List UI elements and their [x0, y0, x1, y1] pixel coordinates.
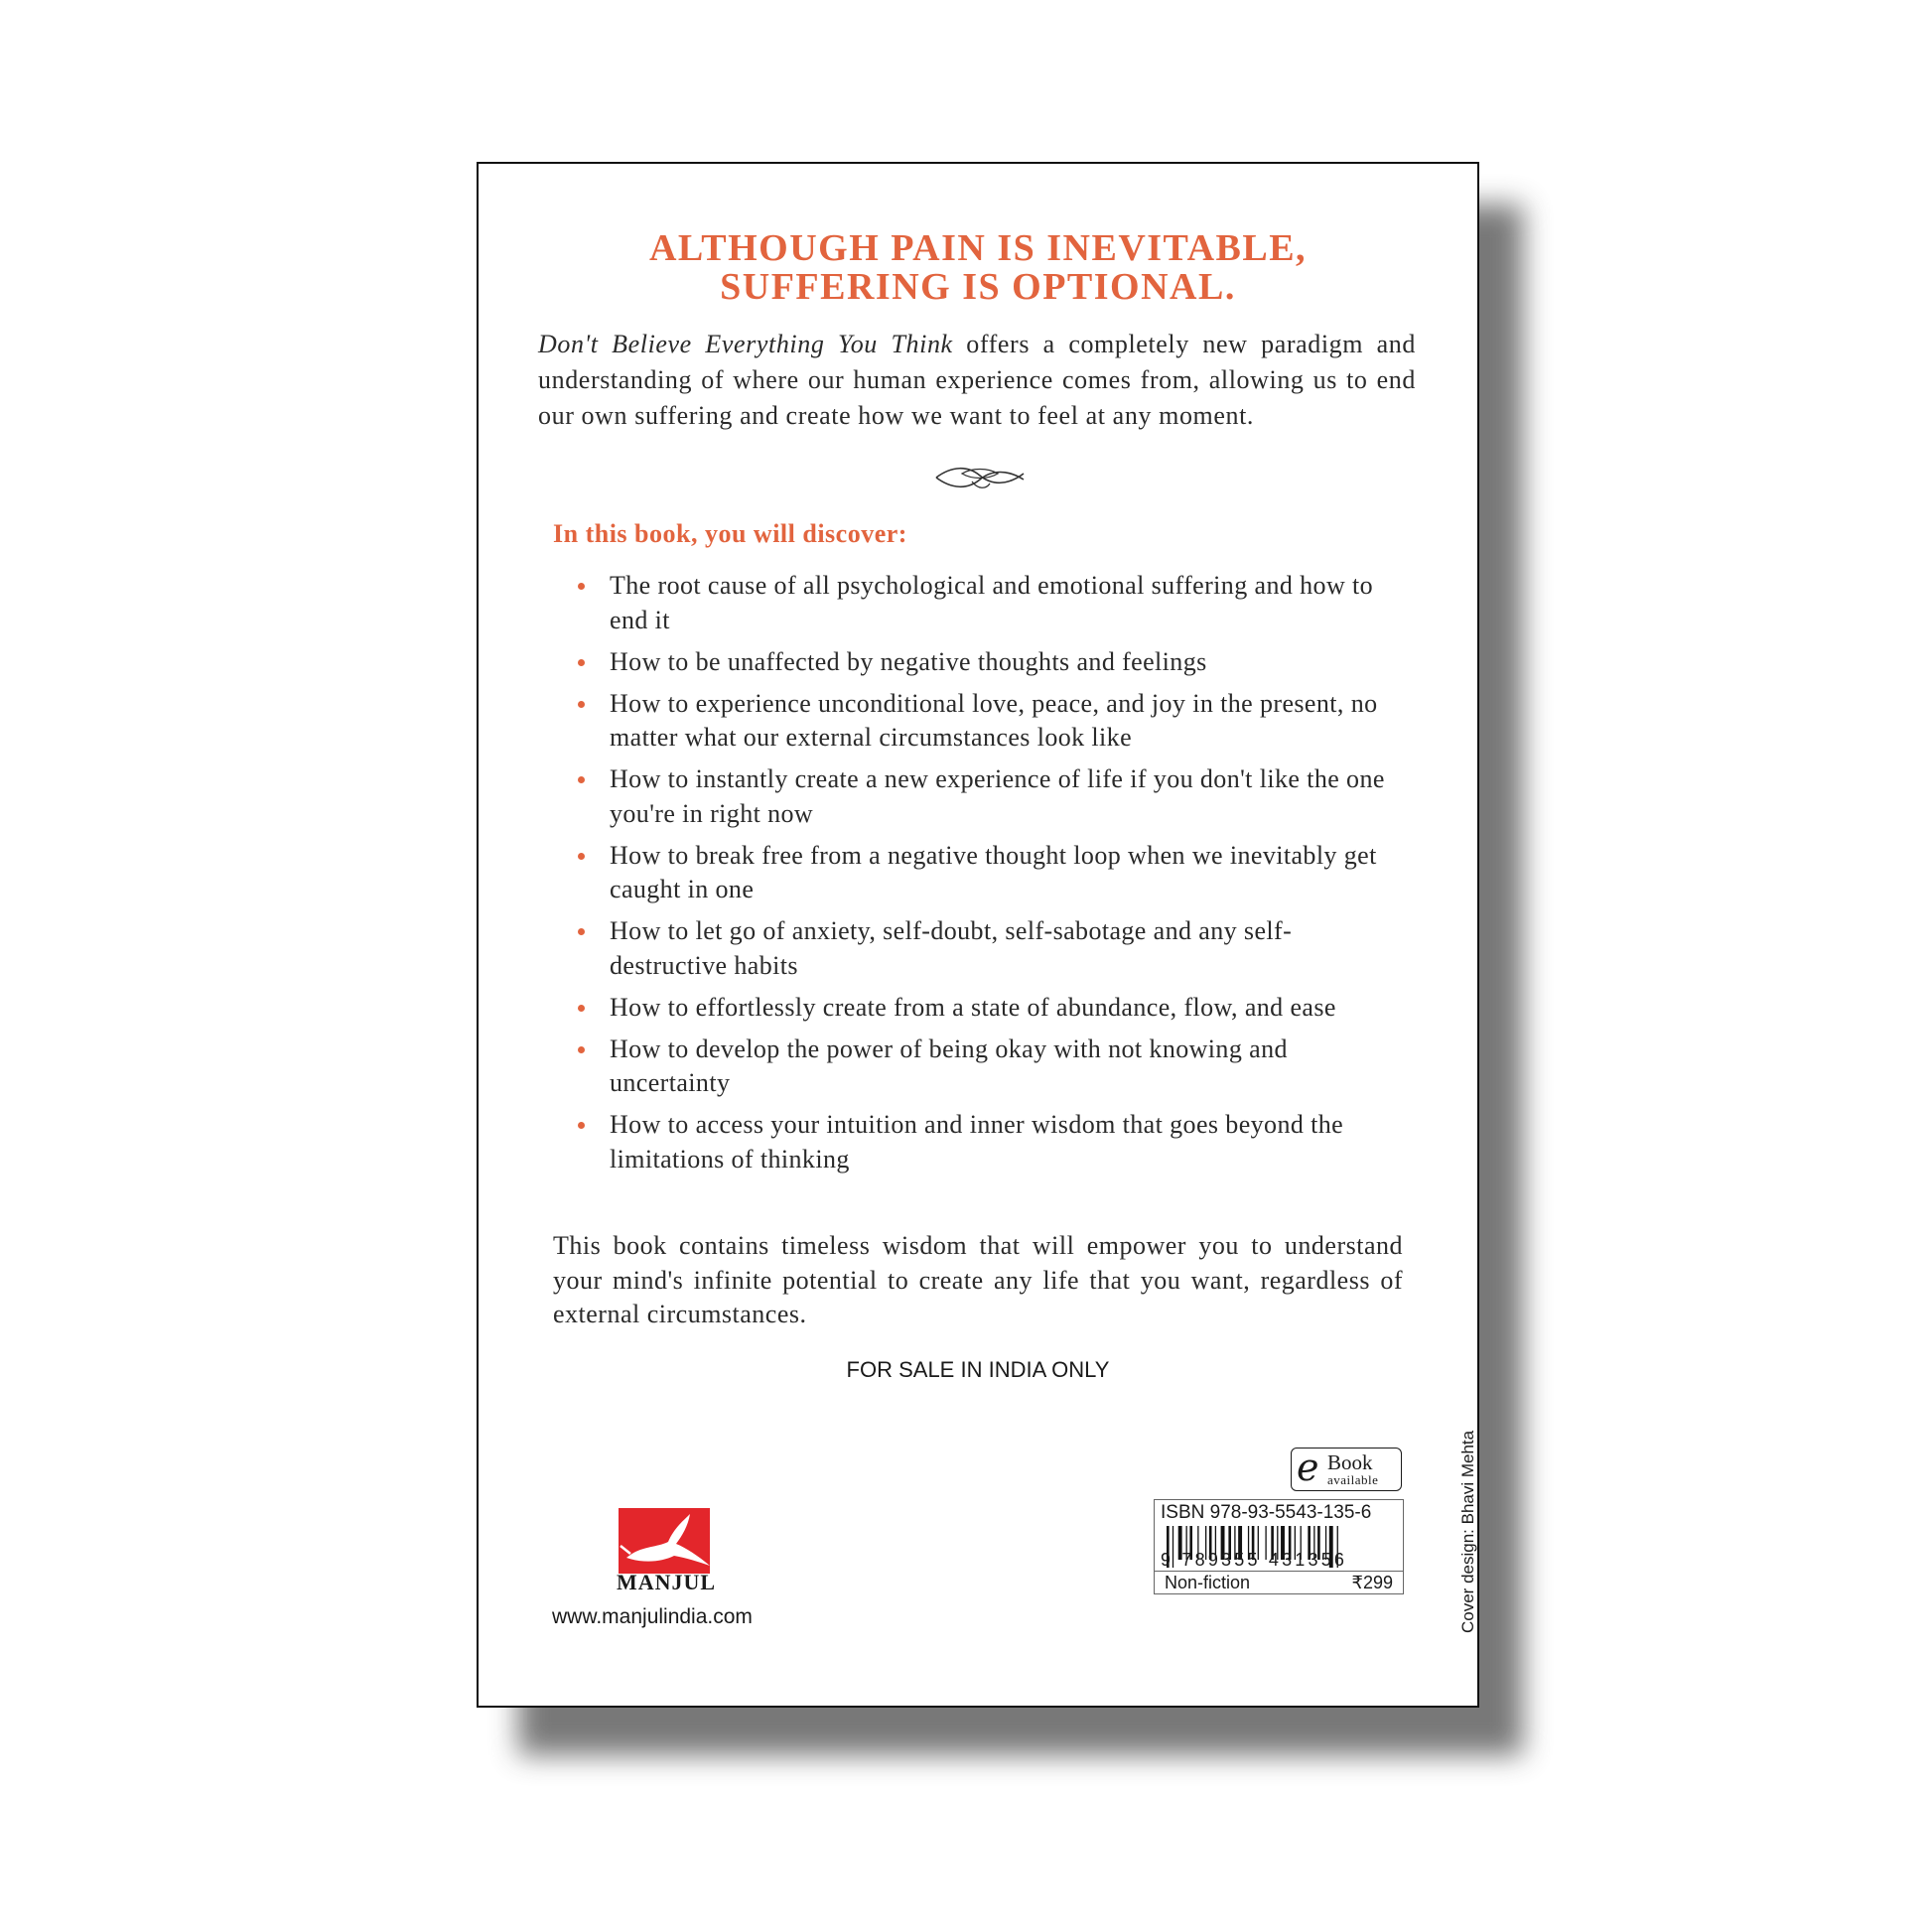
bullet-dot-icon — [578, 659, 585, 666]
ebook-available-label: available — [1327, 1472, 1379, 1487]
genre-label: Non-fiction — [1165, 1573, 1251, 1592]
publisher-website: www.manjulindia.com — [552, 1605, 753, 1628]
sale-notice: FOR SALE IN INDIA ONLY — [846, 1357, 1110, 1382]
ebook-book-label: Book — [1327, 1450, 1373, 1474]
list-item: How to break free from a negative thought loop when we inevitably get caught in one — [578, 839, 1392, 907]
discover-list — [578, 569, 1392, 1184]
list-item: How to let go of anxiety, self-doubt, self-sabotage and any self-destructive habits — [578, 914, 1392, 983]
bullet-dot-icon — [578, 853, 585, 860]
list-item: How to develop the power of being okay with not knowing and uncertainty — [578, 1033, 1392, 1101]
list-item: How to effortlessly create from a state of abundance, flow, and ease — [578, 991, 1392, 1026]
cover-headline — [479, 229, 1477, 307]
bullet-dot-icon — [578, 1005, 585, 1012]
isbn-label: ISBN 978-93-5543-135-6 — [1161, 1502, 1372, 1523]
closing-paragraph: This book contains timeless wisdom that will empower you to understand your mind's infinite potential to create any life that you want, regardless of external circumstances. — [553, 1231, 1403, 1328]
list-item: How to experience unconditional love, peace, and joy in the present, no matter what our external circumstances look like — [578, 687, 1392, 756]
list-item: How to instantly create a new experience of life if you don't like the one you're in right now — [578, 762, 1392, 831]
flourish-ornament-icon — [932, 460, 1028, 493]
barcode-digits: 9 789355 431356 — [1161, 1550, 1348, 1570]
discover-heading: In this book, you will discover: — [553, 519, 907, 548]
ebook-badge — [1291, 1448, 1402, 1491]
bullet-dot-icon — [578, 701, 585, 708]
book-title: Don't Believe Everything You Think — [538, 330, 953, 358]
book-back-cover — [477, 162, 1479, 1708]
isbn-divider — [1155, 1571, 1403, 1572]
bullet-dot-icon — [578, 1046, 585, 1053]
bullet-dot-icon — [578, 776, 585, 783]
cover-design-credit: Cover design: Bhavi Mehta — [1458, 1430, 1477, 1633]
list-item: How to access your intuition and inner wisdom that goes beyond the limitations of thinking — [578, 1108, 1392, 1176]
list-item: How to be unaffected by negative thoughts and feelings — [578, 645, 1392, 680]
intro-text: offers a completely new paradigm and understanding of where our human experience comes from, allowing us to end our own suffering and create how we want to feel at any moment. — [538, 330, 1416, 430]
intro-paragraph — [538, 327, 1416, 434]
list-item: The root cause of all psychological and emotional suffering and how to end it — [578, 569, 1392, 637]
isbn-barcode-box — [1154, 1499, 1404, 1594]
publisher-name: MANJUL — [617, 1570, 717, 1594]
bullet-dot-icon — [578, 1122, 585, 1129]
headline-line-2: SUFFERING IS OPTIONAL. — [720, 266, 1236, 308]
price-label: ₹299 — [1351, 1573, 1393, 1592]
ebook-e-letter: e — [1297, 1446, 1319, 1489]
headline-line-1: ALTHOUGH PAIN IS INEVITABLE, — [648, 227, 1308, 269]
bullet-dot-icon — [578, 928, 585, 935]
publisher-logo — [617, 1506, 717, 1597]
bullet-dot-icon — [578, 583, 585, 590]
